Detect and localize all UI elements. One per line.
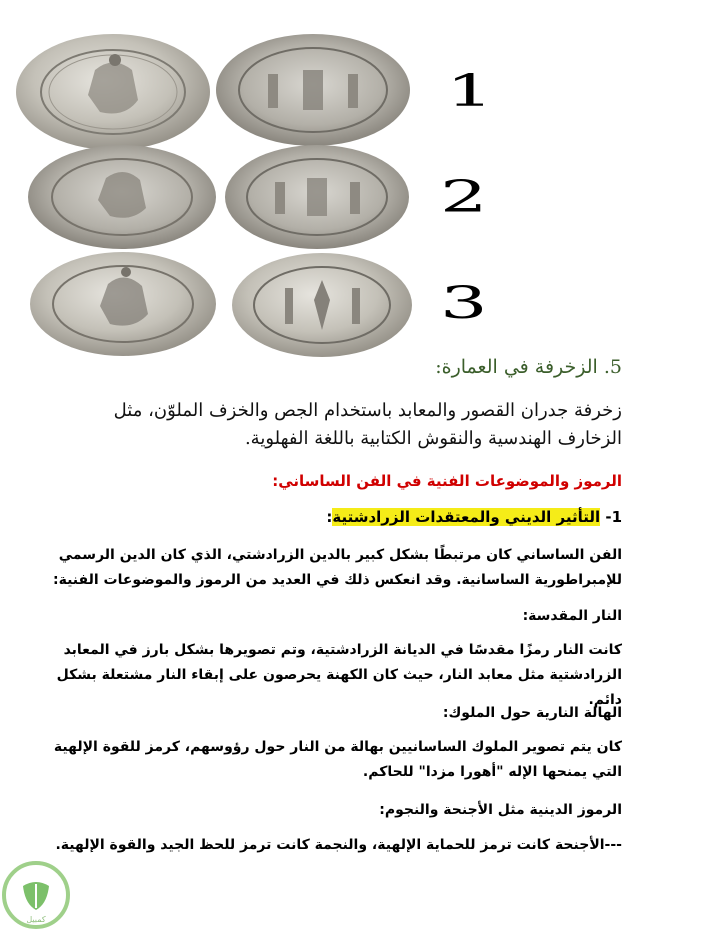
coins-figure (0, 0, 720, 360)
section-5-heading: 5. الزخرفة في العمارة: (435, 356, 622, 378)
numeral-2: 2 (440, 172, 488, 223)
fire-halo-heading: الهالة النارية حول الملوك: (442, 705, 622, 721)
religious-influence-heading (50, 508, 622, 526)
leaf-logo-icon (1, 860, 71, 930)
coin-reverse-1 (216, 34, 410, 146)
subheading-colon: : (326, 508, 333, 526)
site-logo (1, 860, 71, 930)
sacred-fire-heading: النار المقدسة: (522, 608, 622, 624)
sacred-fire-paragraph: كانت النار رمزًا مقدسًا في الديانة الزرادشتية، وتم تصويرها بشكل بارز في المعابد الزرادشتية مثل معابد النار، حيث كان الكهنة يحرصون على إبقاء النار مشتعلة بشكل دائم. (56, 642, 622, 708)
symbols-heading: الرموز والموضوعات الفنية في الفن الساساني: (272, 472, 622, 490)
coin-reverse-2 (225, 145, 409, 249)
subheading-number: 1- (600, 508, 622, 526)
wings-stars-paragraph: ---الأجنحة كانت ترمز للحماية الإلهية، والنجمة كانت ترمز للحظ الجيد والقوة الإلهية. (55, 837, 622, 853)
religious-influence-paragraph: الفن الساساني كان مرتبطًا بشكل كبير بالدين الزرادشتي، الذي كان الدين الرسمي للإمبراطورية الساسانية. وقد انعكس ذلك في العديد من الرموز والموضوعات الفنية: (53, 547, 622, 588)
section-5-paragraph: زخرفة جدران القصور والمعابد باستخدام الجص والخزف الملوّن، مثل الزخارف الهندسية والنقوش الكتابية باللغة الفهلوية. (113, 400, 622, 449)
coin-reverse-3 (232, 253, 412, 357)
wings-stars-heading: الرموز الدينية مثل الأجنحة والنجوم: (379, 802, 622, 818)
coins-illustration (0, 0, 720, 360)
numeral-1: 1 (446, 66, 494, 117)
fire-halo-paragraph: كان يتم تصوير الملوك الساسانيين بهالة من النار حول رؤوسهم، كرمز للقوة الإلهية التي يمنحها الإله "أهورا مزدا" للحاكم. (53, 739, 622, 780)
coin-obverse-3 (30, 252, 216, 356)
coin-obverse-2 (28, 145, 216, 249)
numeral-3: 3 (440, 278, 488, 329)
coin-obverse-1 (16, 34, 210, 150)
logo-text: كمبيل (26, 915, 46, 924)
highlighted-title: التأثير الديني والمعتقدات الزرادشتية (332, 508, 601, 526)
